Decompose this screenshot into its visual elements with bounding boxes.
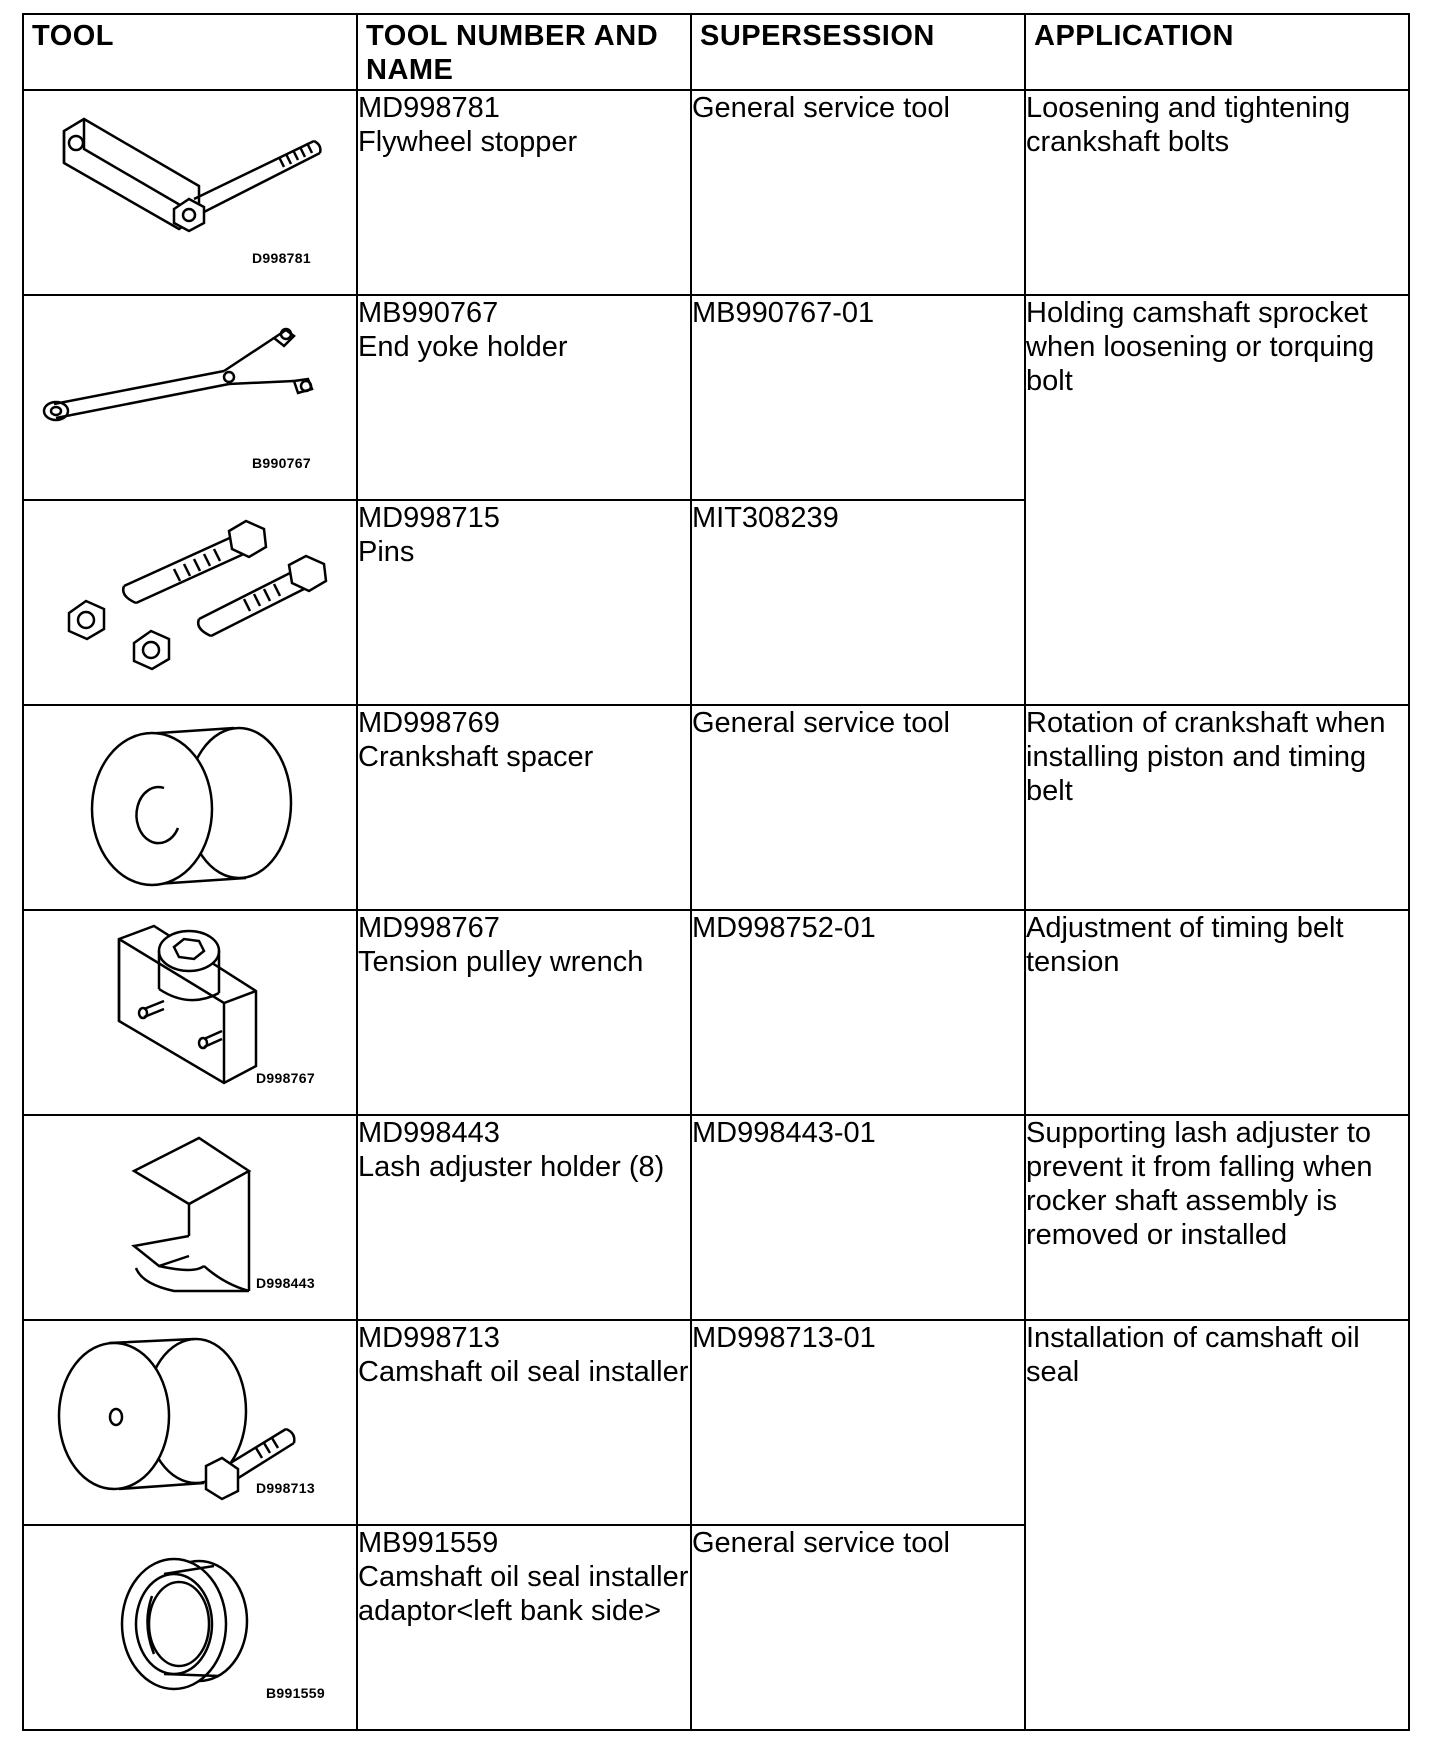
tool-image-cell bbox=[23, 705, 357, 910]
supersession-value: MD998752-01 bbox=[692, 912, 876, 944]
header-application: APPLICATION bbox=[1025, 14, 1409, 90]
tool-number-name-cell bbox=[357, 500, 691, 705]
tool-image-cell bbox=[23, 1525, 357, 1730]
table-row bbox=[23, 1115, 1409, 1320]
supersession-value: General service tool bbox=[692, 707, 950, 739]
tool-name: Tension pulley wrench bbox=[358, 946, 644, 978]
tool-code-label: D998781 bbox=[252, 250, 311, 266]
tool-number-name-cell bbox=[357, 705, 691, 910]
header-tool: TOOL bbox=[23, 14, 357, 90]
tool-name: Flywheel stopper bbox=[358, 126, 578, 158]
supersession-value: MD998443-01 bbox=[692, 1117, 876, 1149]
application-cell bbox=[1025, 910, 1409, 1115]
tool-number: MD998781 bbox=[358, 92, 500, 124]
table-row bbox=[23, 705, 1409, 910]
crankshaft-spacer-icon bbox=[24, 706, 358, 909]
supersession-cell bbox=[691, 705, 1025, 910]
application-value: Holding camshaft sprocket when loosening or torquing bolt bbox=[1026, 297, 1375, 397]
tool-image-cell bbox=[23, 90, 357, 295]
supersession-value: MB990767-01 bbox=[692, 297, 875, 329]
tool-name: Camshaft oil seal installer bbox=[358, 1356, 689, 1388]
tool-number: MD998443 bbox=[358, 1117, 500, 1149]
supersession-cell bbox=[691, 295, 1025, 500]
tool-image-cell bbox=[23, 1115, 357, 1320]
tool-code-label: B991559 bbox=[266, 1685, 325, 1701]
application-value: Supporting lash adjuster to prevent it from falling when rocker shaft assembly is removed or installed bbox=[1026, 1117, 1373, 1251]
supersession-value: MIT308239 bbox=[692, 502, 839, 534]
tool-code-label: D998443 bbox=[256, 1275, 315, 1291]
pins-icon bbox=[24, 501, 358, 704]
supersession-cell bbox=[691, 90, 1025, 295]
tool-code-label: D998767 bbox=[256, 1070, 315, 1086]
tool-name: Lash adjuster holder (8) bbox=[358, 1151, 665, 1183]
supersession-cell bbox=[691, 1320, 1025, 1525]
application-value: Rotation of crankshaft when installing piston and timing belt bbox=[1026, 707, 1386, 807]
tool-name: Camshaft oil seal installer adaptor<left bank side> bbox=[358, 1561, 689, 1627]
tool-number: MD998769 bbox=[358, 707, 500, 739]
application-cell bbox=[1025, 705, 1409, 910]
special-tools-table bbox=[22, 13, 1410, 1731]
header-supersession: SUPERSESSION bbox=[691, 14, 1025, 90]
tool-number: MD998767 bbox=[358, 912, 500, 944]
header-row bbox=[23, 14, 1409, 90]
table-row bbox=[23, 90, 1409, 295]
tool-number-name-cell bbox=[357, 295, 691, 500]
tool-number-name-cell bbox=[357, 1320, 691, 1525]
supersession-cell bbox=[691, 1525, 1025, 1730]
table-row bbox=[23, 1320, 1409, 1525]
tool-image-cell bbox=[23, 910, 357, 1115]
tool-code-label: B990767 bbox=[252, 455, 311, 471]
tool-name: End yoke holder bbox=[358, 331, 568, 363]
application-cell bbox=[1025, 90, 1409, 295]
tool-number-name-cell bbox=[357, 1115, 691, 1320]
table-row bbox=[23, 910, 1409, 1115]
header-tool-number-name: TOOL NUMBER AND NAME bbox=[357, 14, 691, 90]
tool-number: MD998715 bbox=[358, 502, 500, 534]
supersession-cell bbox=[691, 1115, 1025, 1320]
tool-image-cell bbox=[23, 295, 357, 500]
tool-image-cell bbox=[23, 500, 357, 705]
tool-number: MB990767 bbox=[358, 297, 499, 329]
supersession-value: General service tool bbox=[692, 92, 950, 124]
tool-code-label: D998713 bbox=[256, 1480, 315, 1496]
tool-name: Crankshaft spacer bbox=[358, 741, 594, 773]
supersession-value: General service tool bbox=[692, 1527, 950, 1559]
application-cell bbox=[1025, 1115, 1409, 1320]
tool-number-name-cell bbox=[357, 910, 691, 1115]
application-cell bbox=[1025, 1320, 1409, 1730]
tool-number: MB991559 bbox=[358, 1527, 499, 1559]
supersession-cell bbox=[691, 910, 1025, 1115]
application-value: Loosening and tightening crankshaft bolts bbox=[1026, 92, 1351, 158]
tool-number-name-cell bbox=[357, 1525, 691, 1730]
application-cell bbox=[1025, 295, 1409, 705]
tool-number: MD998713 bbox=[358, 1322, 500, 1354]
tool-image-cell bbox=[23, 1320, 357, 1525]
tool-name: Pins bbox=[358, 536, 415, 568]
application-value: Installation of camshaft oil seal bbox=[1026, 1322, 1360, 1388]
table-row bbox=[23, 295, 1409, 500]
supersession-value: MD998713-01 bbox=[692, 1322, 876, 1354]
tool-number-name-cell bbox=[357, 90, 691, 295]
supersession-cell bbox=[691, 500, 1025, 705]
application-value: Adjustment of timing belt tension bbox=[1026, 912, 1344, 978]
